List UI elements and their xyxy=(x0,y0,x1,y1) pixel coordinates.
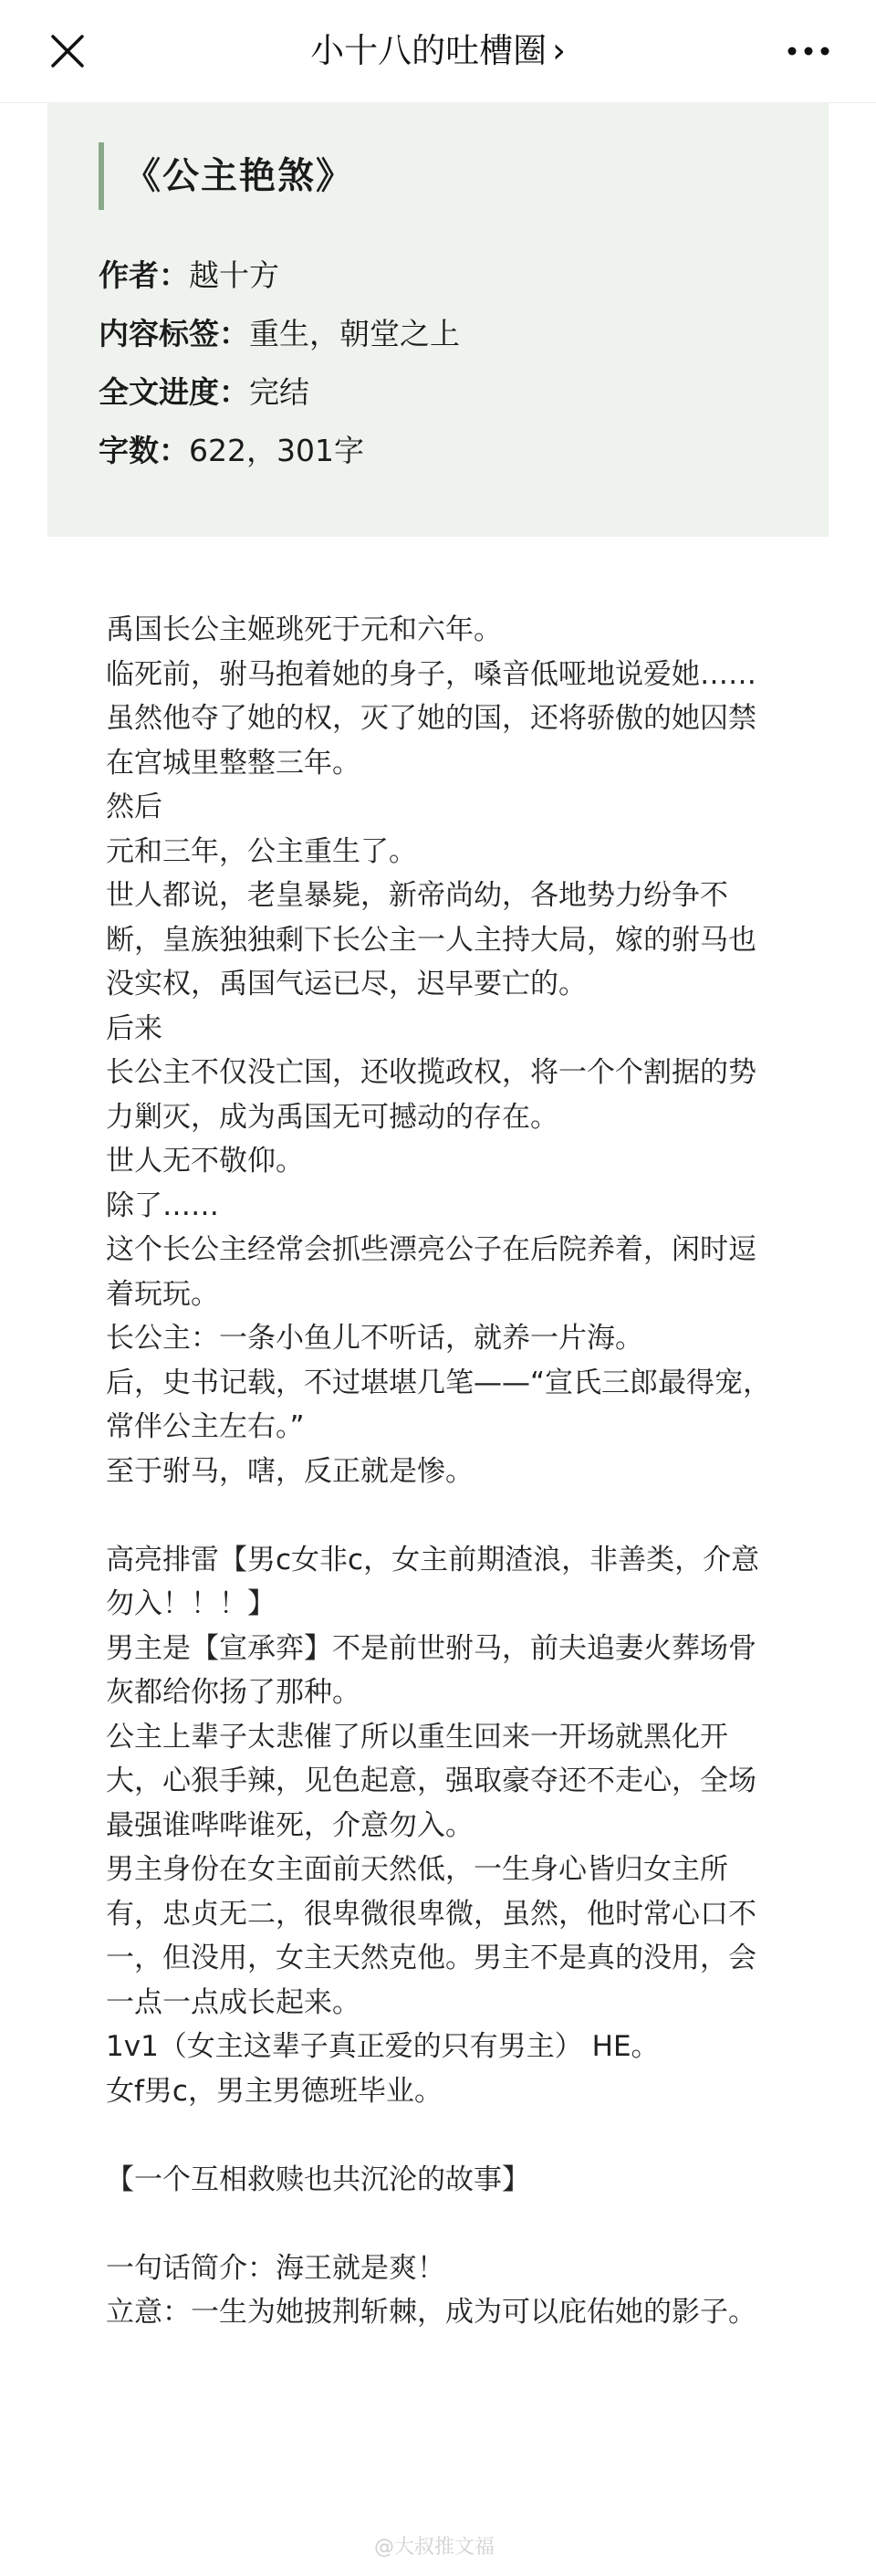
meta-progress xyxy=(99,363,460,422)
blank-line xyxy=(106,2202,781,2246)
synopsis-paragraph: 这个长公主经常会抓些漂亮公子在后院养着，闲时逗着玩玩。 xyxy=(106,1233,756,1311)
synopsis-paragraph: 世人都说，老皇暴毙，新帝尚幼，各地势力纷争不断，皇族独独剩下长公主一人主持大局，嫁的驸马也没实权，禹国气运已尽，迟早要亡的。 xyxy=(106,879,756,1000)
book-meta xyxy=(99,246,460,480)
meta-value: 越十方 xyxy=(189,257,279,293)
watermark: @大叔推文福 xyxy=(374,2536,495,2559)
meta-value: 重生，朝堂之上 xyxy=(249,316,460,351)
more-horizontal-icon xyxy=(785,33,832,69)
meta-tags xyxy=(99,305,460,363)
meta-label: 全文进度： xyxy=(99,374,249,410)
synopsis-paragraph: 至于驸马，嗐，反正就是惨。 xyxy=(106,1454,474,1488)
meta-label: 字数： xyxy=(99,433,189,468)
synopsis-paragraph: 长公主不仅没亡国，还收揽政权，将一个个割据的势力剿灭，成为禹国无可撼动的存在。 xyxy=(106,1056,756,1134)
meta-wordcount xyxy=(99,422,460,480)
synopsis-paragraph: 1v1（女主这辈子真正爱的只有男主） HE。 xyxy=(106,2030,660,2063)
synopsis-paragraph: 临死前，驸马抱着她的身子，嗓音低哑地说爱她…… xyxy=(106,657,756,691)
blank-line xyxy=(106,2113,781,2158)
meta-label: 内容标签： xyxy=(99,316,249,351)
book-info-card xyxy=(47,102,829,537)
meta-value: 622，301字 xyxy=(189,433,364,468)
synopsis-paragraph: 男主身份在女主面前天然低，一生身心皆归女主所有，忠贞无二，很卑微很卑微，虽然，他时常心口不一，但没用，女主天然克他。男主不是真的没用，会一点一点成长起来。 xyxy=(106,1853,756,2019)
blank-line xyxy=(106,1493,781,1538)
meta-value: 完结 xyxy=(249,374,309,410)
synopsis-paragraph: 虽然他夺了她的权，灭了她的国，还将骄傲的她囚禁在宫城里整整三年。 xyxy=(106,702,756,780)
synopsis-paragraph: 然后 xyxy=(106,791,162,823)
synopsis-paragraph: 一句话简介：海王就是爽！ xyxy=(106,2251,445,2285)
synopsis-paragraph: 长公主：一条小鱼儿不听话，就养一片海。 xyxy=(106,1322,643,1355)
synopsis-paragraph: 禹国长公主姬珧死于元和六年。 xyxy=(106,613,502,646)
synopsis-paragraph: 除了…… xyxy=(106,1189,219,1222)
synopsis-paragraph: 【一个互相救赎也共沉沦的故事】 xyxy=(106,2162,530,2196)
meta-author xyxy=(99,246,460,305)
meta-label: 作者： xyxy=(99,257,189,293)
synopsis-paragraph: 高亮排雷【男c女非c，女主前期渣浪，非善类，介意勿入！！！】 xyxy=(106,1543,760,1620)
synopsis-paragraph: 元和三年，公主重生了。 xyxy=(106,834,417,868)
synopsis-paragraph: 世人无不敬仰。 xyxy=(106,1145,304,1178)
synopsis-paragraph: 男主是【宣承弈】不是前世驸马，前夫追妻火葬场骨灰都给你扬了那种。 xyxy=(106,1631,756,1709)
page-title: 小十八的吐槽圈 xyxy=(310,31,548,70)
synopsis-text xyxy=(106,608,781,2335)
synopsis-paragraph: 公主上辈子太悲催了所以重生回来一开场就黑化开大，心狠手辣，见色起意，强取豪夺还不走心，全场最强谁哔哔谁死，介意勿入。 xyxy=(106,1720,756,1842)
synopsis-paragraph: 女f男c，男主男德班毕业。 xyxy=(106,2074,443,2108)
synopsis-paragraph: 后来 xyxy=(106,1011,162,1045)
top-bar xyxy=(0,0,876,103)
page-title-link[interactable] xyxy=(0,26,876,77)
synopsis-paragraph: 立意：一生为她披荆斩棘，成为可以庇佑她的影子。 xyxy=(106,2296,756,2329)
synopsis-paragraph: 后，史书记载，不过堪堪几笔——“宣氏三郎最得宠，常伴公主左右。” xyxy=(106,1366,772,1443)
more-button[interactable] xyxy=(785,33,832,69)
chevron-right-icon: › xyxy=(552,31,566,70)
book-title: 《公主艳煞》 xyxy=(99,142,354,210)
